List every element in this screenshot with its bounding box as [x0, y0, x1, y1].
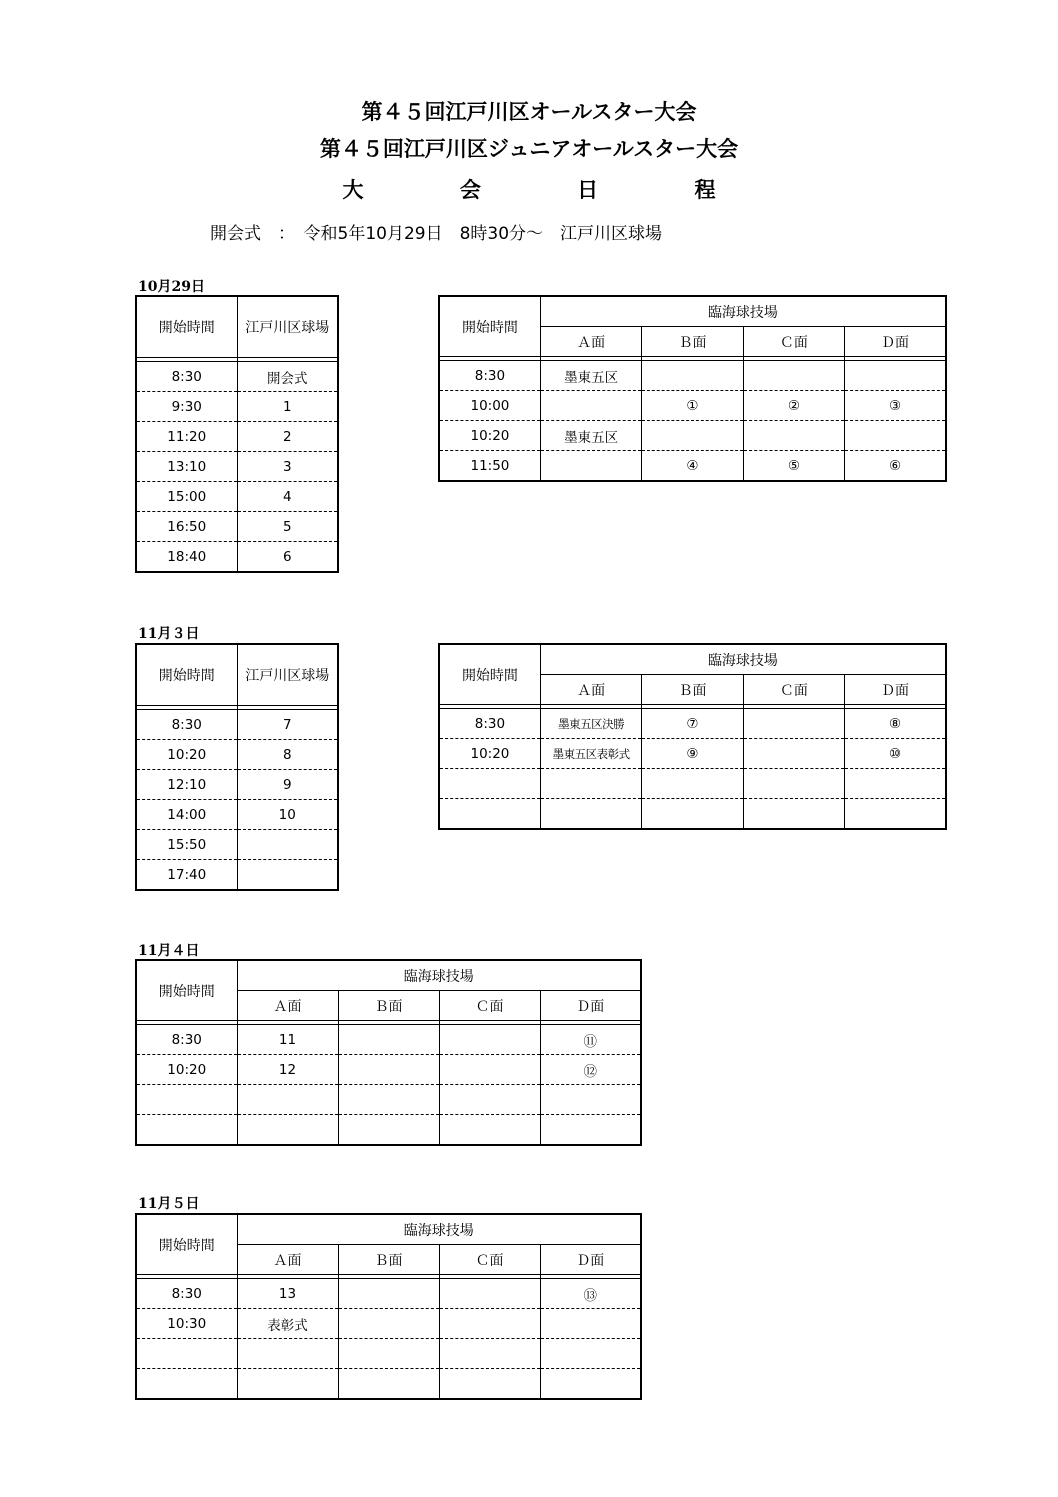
court-d-header: Ｄ面	[540, 1245, 641, 1275]
start-time-header: 開始時間	[136, 960, 237, 1021]
table-row	[136, 770, 338, 800]
court-c-cell	[743, 799, 844, 830]
court-b-cell	[338, 1279, 439, 1309]
table-row	[136, 422, 338, 452]
court-c-cell	[743, 709, 844, 739]
court-c-header: Ｃ面	[743, 675, 844, 705]
table-row	[136, 800, 338, 830]
table-row	[136, 740, 338, 770]
court-d-cell: ⑪	[540, 1025, 641, 1055]
rinkai-header: 臨海球技場	[237, 1214, 641, 1245]
game-cell: 5	[237, 512, 338, 542]
start-time-cell: 8:30	[439, 361, 540, 391]
edogawa-header: 江戸川区球場	[237, 296, 338, 358]
court-d-cell	[845, 361, 946, 391]
start-time-cell: 10:20	[136, 1055, 237, 1085]
rinkai-schedule-table	[438, 295, 947, 482]
court-d-cell	[540, 1085, 641, 1115]
date-label: 11月３日	[138, 626, 200, 642]
court-b-header: Ｂ面	[338, 1245, 439, 1275]
edogawa-header: 江戸川区球場	[237, 644, 338, 706]
court-d-cell: ③	[845, 391, 946, 421]
court-c-header: Ｃ面	[439, 991, 540, 1021]
court-b-cell: ①	[642, 391, 743, 421]
game-cell: 2	[237, 422, 338, 452]
court-d-cell	[540, 1309, 641, 1339]
game-cell: 10	[237, 800, 338, 830]
start-time-cell: 12:10	[136, 770, 237, 800]
court-a-cell: 墨東五区	[540, 421, 641, 451]
table-row	[136, 1025, 641, 1055]
table-row	[439, 769, 946, 799]
start-time-cell	[136, 1115, 237, 1146]
start-time-cell: 10:20	[439, 739, 540, 769]
court-b-cell	[642, 799, 743, 830]
court-b-cell	[338, 1309, 439, 1339]
court-d-cell	[540, 1369, 641, 1400]
tournament-title: 第４５回江戸川区オールスター大会	[361, 99, 697, 124]
court-b-cell	[338, 1085, 439, 1115]
court-a-header: Ａ面	[540, 327, 641, 357]
start-time-cell	[439, 769, 540, 799]
rinkai-schedule-table	[135, 959, 642, 1146]
table-row	[439, 709, 946, 739]
start-time-header: 開始時間	[439, 296, 540, 357]
court-c-cell: ②	[743, 391, 844, 421]
table-row	[136, 1115, 641, 1146]
rinkai-schedule-table	[438, 643, 947, 830]
table-row	[136, 1369, 641, 1400]
court-d-cell	[540, 1115, 641, 1146]
schedule-heading-char: 日	[577, 177, 599, 202]
schedule-heading-char: 大	[342, 177, 364, 202]
table-row	[439, 799, 946, 830]
court-b-header: Ｂ面	[338, 991, 439, 1021]
court-d-cell: ⑬	[540, 1279, 641, 1309]
table-row	[136, 830, 338, 860]
court-d-header: Ｄ面	[845, 675, 946, 705]
court-d-cell	[540, 1339, 641, 1369]
court-b-cell	[642, 769, 743, 799]
court-c-cell	[439, 1309, 540, 1339]
edogawa-schedule-table	[135, 643, 339, 891]
opening-ceremony-line: 開会式 ： 令和5年10月29日 8時30分～ 江戸川区球場	[210, 224, 663, 244]
court-c-cell	[439, 1115, 540, 1146]
table-row	[136, 512, 338, 542]
start-time-cell: 10:30	[136, 1309, 237, 1339]
court-b-header: Ｂ面	[642, 327, 743, 357]
court-a-cell: 墨東五区決勝	[540, 709, 641, 739]
start-time-cell: 11:50	[439, 451, 540, 482]
court-d-cell	[845, 769, 946, 799]
table-row	[136, 860, 338, 891]
court-d-header: Ｄ面	[845, 327, 946, 357]
court-b-cell: ⑨	[642, 739, 743, 769]
table-row	[136, 452, 338, 482]
court-a-cell: 11	[237, 1025, 338, 1055]
table-row	[136, 392, 338, 422]
court-c-cell	[439, 1369, 540, 1400]
court-a-cell	[237, 1369, 338, 1400]
court-d-cell: ⑧	[845, 709, 946, 739]
start-time-cell: 11:20	[136, 422, 237, 452]
game-cell: 9	[237, 770, 338, 800]
date-label: 10月29日	[138, 279, 205, 295]
table-row	[136, 362, 338, 392]
court-d-cell: ⑫	[540, 1055, 641, 1085]
court-c-cell	[439, 1055, 540, 1085]
start-time-header: 開始時間	[136, 1214, 237, 1275]
start-time-cell: 14:00	[136, 800, 237, 830]
court-a-cell: 13	[237, 1279, 338, 1309]
rinkai-schedule-table	[135, 1213, 642, 1400]
start-time-cell	[136, 1369, 237, 1400]
court-c-cell	[439, 1339, 540, 1369]
court-c-cell	[743, 739, 844, 769]
court-b-header: Ｂ面	[642, 675, 743, 705]
start-time-cell: 8:30	[136, 362, 237, 392]
court-b-cell	[338, 1055, 439, 1085]
game-cell: 3	[237, 452, 338, 482]
table-row	[439, 361, 946, 391]
court-a-cell	[237, 1339, 338, 1369]
start-time-cell: 17:40	[136, 860, 237, 891]
court-b-cell	[338, 1339, 439, 1369]
start-time-cell: 15:50	[136, 830, 237, 860]
schedule-heading-char: 程	[694, 177, 716, 202]
start-time-cell: 18:40	[136, 542, 237, 573]
table-row	[136, 1055, 641, 1085]
table-row	[136, 542, 338, 573]
rinkai-header: 臨海球技場	[237, 960, 641, 991]
schedule-heading	[0, 174, 1058, 204]
start-time-cell: 15:00	[136, 482, 237, 512]
court-b-cell: ⑦	[642, 709, 743, 739]
court-a-header: Ａ面	[540, 675, 641, 705]
table-row	[136, 482, 338, 512]
start-time-cell	[136, 1085, 237, 1115]
start-time-cell: 16:50	[136, 512, 237, 542]
start-time-cell: 8:30	[439, 709, 540, 739]
court-c-cell	[743, 421, 844, 451]
game-cell	[237, 830, 338, 860]
table-row	[136, 1309, 641, 1339]
start-time-header: 開始時間	[136, 644, 237, 706]
court-b-cell	[642, 421, 743, 451]
court-b-cell	[338, 1115, 439, 1146]
court-a-cell	[540, 799, 641, 830]
court-a-cell	[237, 1085, 338, 1115]
court-a-cell: 墨東五区表彰式	[540, 739, 641, 769]
court-a-header: Ａ面	[237, 1245, 338, 1275]
court-a-cell	[540, 451, 641, 482]
court-b-cell	[338, 1025, 439, 1055]
start-time-cell	[439, 799, 540, 830]
game-cell: 1	[237, 392, 338, 422]
game-cell	[237, 860, 338, 891]
table-row	[439, 421, 946, 451]
game-cell: 7	[237, 710, 338, 740]
table-row	[136, 1085, 641, 1115]
start-time-cell: 9:30	[136, 392, 237, 422]
start-time-cell: 10:20	[136, 740, 237, 770]
game-cell: 6	[237, 542, 338, 573]
court-c-header: Ｃ面	[743, 327, 844, 357]
court-a-cell: 表彰式	[237, 1309, 338, 1339]
court-a-cell	[540, 769, 641, 799]
start-time-cell: 8:30	[136, 1279, 237, 1309]
start-time-cell: 8:30	[136, 710, 237, 740]
court-a-header: Ａ面	[237, 991, 338, 1021]
table-row	[439, 739, 946, 769]
court-a-cell: 墨東五区	[540, 361, 641, 391]
start-time-header: 開始時間	[136, 296, 237, 358]
court-d-cell: ⑩	[845, 739, 946, 769]
court-c-cell	[439, 1025, 540, 1055]
court-c-cell	[439, 1085, 540, 1115]
date-label: 11月５日	[138, 1196, 200, 1212]
court-a-cell: 12	[237, 1055, 338, 1085]
schedule-heading-char: 会	[459, 177, 481, 202]
table-row	[136, 710, 338, 740]
court-b-cell	[338, 1369, 439, 1400]
court-d-header: Ｄ面	[540, 991, 641, 1021]
table-row	[439, 391, 946, 421]
start-time-header: 開始時間	[439, 644, 540, 705]
court-b-cell: ④	[642, 451, 743, 482]
game-cell: 8	[237, 740, 338, 770]
start-time-cell: 10:00	[439, 391, 540, 421]
game-cell: 開会式	[237, 362, 338, 392]
start-time-cell	[136, 1339, 237, 1369]
court-c-cell	[439, 1279, 540, 1309]
rinkai-header: 臨海球技場	[540, 296, 946, 327]
rinkai-header: 臨海球技場	[540, 644, 946, 675]
court-d-cell	[845, 799, 946, 830]
court-c-cell	[743, 361, 844, 391]
court-c-cell	[743, 769, 844, 799]
game-cell: 4	[237, 482, 338, 512]
court-c-cell: ⑤	[743, 451, 844, 482]
table-row	[136, 1339, 641, 1369]
court-a-cell	[540, 391, 641, 421]
court-d-cell	[845, 421, 946, 451]
start-time-cell: 10:20	[439, 421, 540, 451]
start-time-cell: 13:10	[136, 452, 237, 482]
start-time-cell: 8:30	[136, 1025, 237, 1055]
table-row	[136, 1279, 641, 1309]
court-a-cell	[237, 1115, 338, 1146]
court-c-header: Ｃ面	[439, 1245, 540, 1275]
edogawa-schedule-table	[135, 295, 339, 573]
table-row	[439, 451, 946, 482]
court-b-cell	[642, 361, 743, 391]
junior-tournament-title: 第４５回江戸川区ジュニアオールスター大会	[319, 136, 739, 161]
court-d-cell: ⑥	[845, 451, 946, 482]
date-label: 11月４日	[138, 943, 200, 959]
